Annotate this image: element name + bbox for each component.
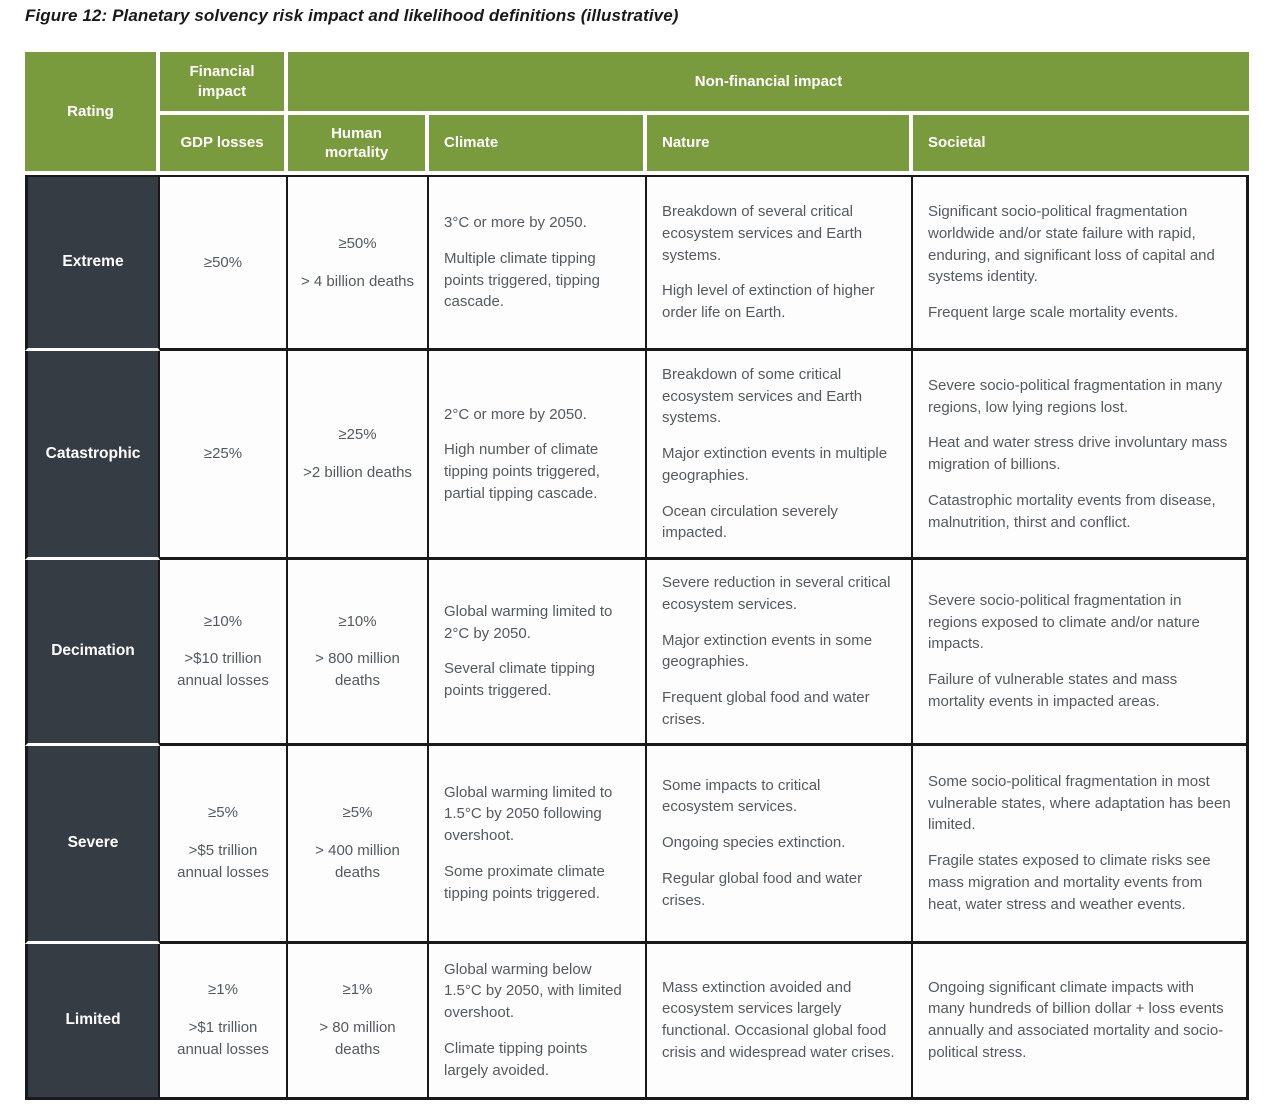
climate-cell: 2°C or more by 2050. High number of climate tipping points triggered, partial tipping cascade. — [429, 351, 647, 560]
rating-cell: Severe — [25, 746, 160, 944]
header-rating: Rating — [25, 52, 160, 175]
climate-cell: 3°C or more by 2050. Multiple climate tipping points triggered, tipping cascade. — [429, 175, 647, 351]
societal-cell: Severe socio-political fragmentation in many regions, low lying regions lost. Heat and water stress drive involuntary mass migration of billions. Catastrophic mortality events from disease, malnutrition, thirst and conflict. — [913, 351, 1249, 560]
table-header — [25, 52, 1249, 175]
rating-cell: Catastrophic — [25, 351, 160, 560]
climate-cell: Global warming limited to 1.5°C by 2050 following overshoot. Some proximate climate tipping points triggered. — [429, 746, 647, 944]
societal-cell: Significant socio-political fragmentation worldwide and/or state failure with rapid, enduring, and significant loss of capital and systems identity. Frequent large scale mortality events. — [913, 175, 1249, 351]
nature-cell: Breakdown of some critical ecosystem services and Earth systems. Major extinction events in multiple geographies. Ocean circulation severely impacted. — [647, 351, 913, 560]
gdp-cell: ≥5% >$5 trillion annual losses — [160, 746, 288, 944]
mortality-cell: ≥1% > 80 million deaths — [288, 944, 429, 1100]
nature-cell: Breakdown of several critical ecosystem services and Earth systems. High level of extinction of higher order life on Earth. — [647, 175, 913, 351]
risk-definitions-table — [25, 52, 1249, 1100]
header-gdp-losses: GDP losses — [160, 115, 288, 175]
header-climate: Climate — [429, 115, 647, 175]
rating-cell: Limited — [25, 944, 160, 1100]
table-row-extreme — [25, 175, 1249, 351]
header-societal: Societal — [913, 115, 1249, 175]
mortality-cell: ≥5% > 400 million deaths — [288, 746, 429, 944]
societal-cell: Some socio-political fragmentation in most vulnerable states, where adaptation has been limited. Fragile states exposed to climate risks see mass migration and mortality events from heat, water stress and weather events. — [913, 746, 1249, 944]
nature-cell: Mass extinction avoided and ecosystem services largely functional. Occasional global food crisis and widespread water crises. — [647, 944, 913, 1100]
societal-cell: Severe socio-political fragmentation in regions exposed to climate and/or nature impacts. Failure of vulnerable states and mass mortality events in impacted areas. — [913, 560, 1249, 746]
gdp-cell: ≥1% >$1 trillion annual losses — [160, 944, 288, 1100]
figure-title: Figure 12: Planetary solvency risk impact and likelihood definitions (illustrative) — [25, 6, 679, 25]
gdp-cell: ≥50% — [160, 175, 288, 351]
rating-cell: Extreme — [25, 175, 160, 351]
header-financial-impact: Financial impact — [160, 52, 288, 115]
header-nonfinancial-impact: Non-financial impact — [288, 52, 1249, 115]
header-human-mortality: Human mortality — [288, 115, 429, 175]
nature-cell: Severe reduction in several critical ecosystem services. Major extinction events in some geographies. Frequent global food and water crises. — [647, 560, 913, 746]
climate-cell: Global warming limited to 2°C by 2050. Several climate tipping points triggered. — [429, 560, 647, 746]
gdp-cell: ≥10% >$10 trillion annual losses — [160, 560, 288, 746]
rating-cell: Decimation — [25, 560, 160, 746]
table-row-catastrophic — [25, 351, 1249, 560]
table-row-decimation — [25, 560, 1249, 746]
societal-cell: Ongoing significant climate impacts with many hundreds of billion dollar + loss events annually and associated mortality and socio-political stress. — [913, 944, 1249, 1100]
nature-cell: Some impacts to critical ecosystem services. Ongoing species extinction. Regular global food and water crises. — [647, 746, 913, 944]
gdp-cell: ≥25% — [160, 351, 288, 560]
mortality-cell: ≥10% > 800 million deaths — [288, 560, 429, 746]
mortality-cell: ≥50% > 4 billion deaths — [288, 175, 429, 351]
table-body — [25, 175, 1249, 1100]
mortality-cell: ≥25% >2 billion deaths — [288, 351, 429, 560]
header-nature: Nature — [647, 115, 913, 175]
table-row-severe — [25, 746, 1249, 944]
climate-cell: Global warming below 1.5°C by 2050, with limited overshoot. Climate tipping points largely avoided. — [429, 944, 647, 1100]
table-row-limited — [25, 944, 1249, 1100]
